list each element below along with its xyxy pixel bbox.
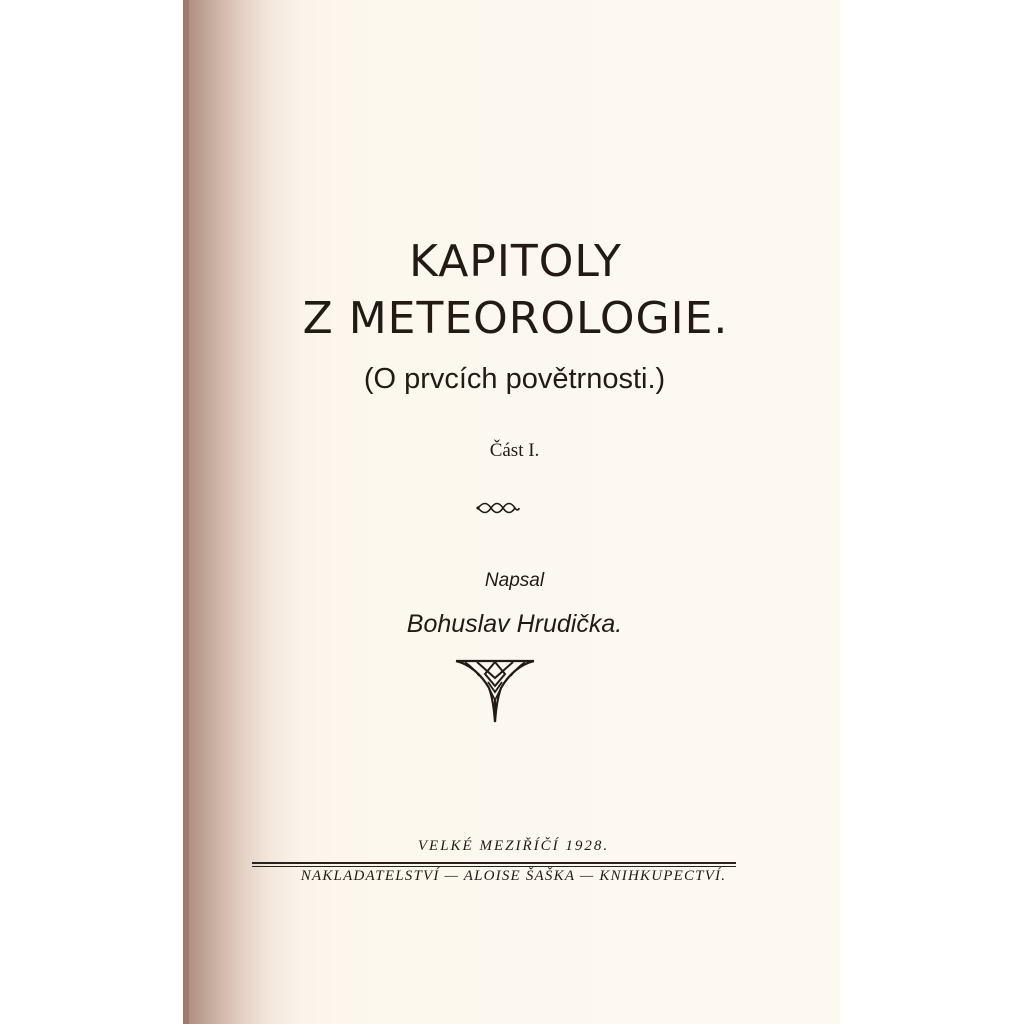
imprint-rule-upper	[252, 862, 736, 864]
triangle-fleuron-icon	[455, 658, 535, 724]
imprint-rule-lower	[252, 866, 736, 867]
wave-ornament-icon	[476, 500, 520, 516]
part-number: Část I.	[489, 440, 540, 461]
title-line-1: KAPITOLY	[409, 236, 622, 287]
subtitle: (O prvcích povětrnosti.)	[363, 363, 666, 395]
title-line-2: Z METEOROLOGIE.	[302, 293, 729, 344]
place-and-year: VELKÉ MEZIŘÍČÍ 1928.	[417, 838, 610, 854]
publisher-imprint: NAKLADATELSTVÍ — ALOISE ŠAŠKA — KNIHKUPECTVÍ.	[300, 868, 727, 884]
byline-label: Napsal	[484, 570, 545, 591]
author-name: Bohuslav Hrudička.	[406, 610, 623, 638]
